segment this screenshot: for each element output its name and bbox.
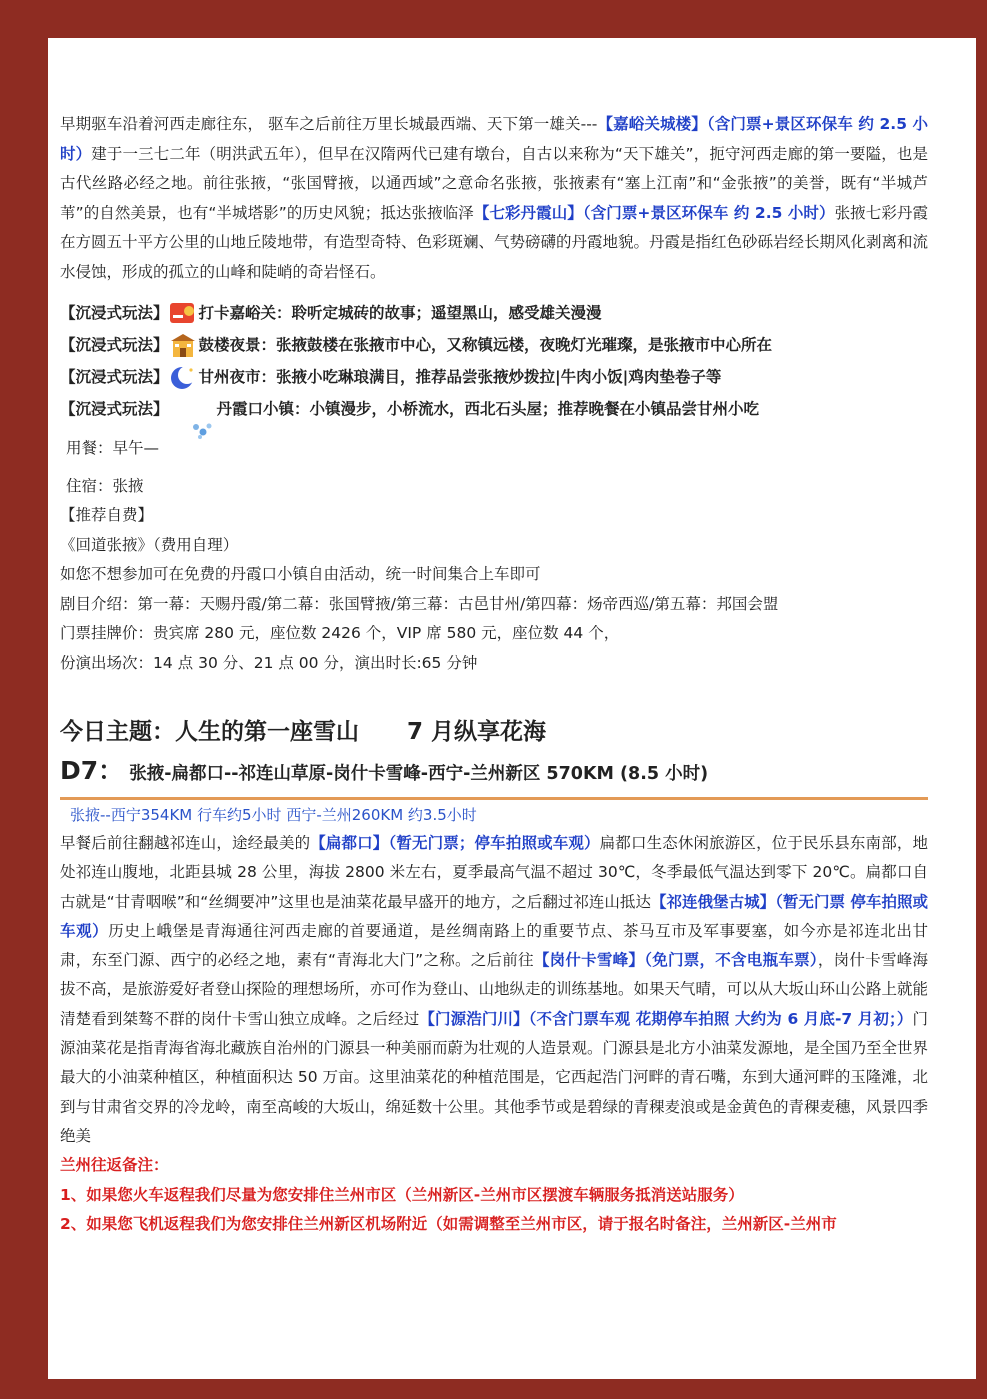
play-text-2: 鼓楼夜景：张掖鼓楼在张掖市中心，又称镇远楼，夜晚灯光璀璨，是张掖市中心所在 bbox=[198, 336, 773, 354]
day-code: D7： bbox=[60, 756, 124, 785]
day-theme: 今日主题：人生的第一座雪山 7 月纵享花海 bbox=[60, 719, 547, 745]
notes-title: 兰州往返备注： bbox=[60, 1156, 169, 1175]
play-row-2 bbox=[60, 329, 928, 361]
menyuan-highlight: 【门源浩门川】（不含门票车观 花期停车拍照 大约为 6 月底-7 月初；） bbox=[419, 1009, 913, 1028]
play-label: 【沉浸式玩法】 bbox=[60, 368, 169, 386]
day-title bbox=[60, 752, 928, 793]
intro-paragraph bbox=[60, 110, 928, 287]
divider bbox=[60, 797, 928, 800]
play-label: 【沉浸式玩法】 bbox=[60, 400, 169, 418]
danxia-highlight: 【七彩丹霞山】（含门票+景区环保车 约 2.5 小时） bbox=[473, 203, 835, 222]
self-pay-free: 如您不想参加可在免费的丹霞口小镇自由活动，统一时间集合上车即可 bbox=[60, 565, 541, 583]
body-text-5: 门源油菜花是指青海省海北藏族自治州的门源县一种美丽而蔚为壮观的人造景观。门源县是北方小油菜发源地，是全国乃至全世界最大的小油菜种植区，种植面积达 50 万亩。这里油菜花的种植范围是，它西起浩门河畔的青石嘴，东到大通河畔的玉隆滩，北到与甘肃省交界的冷龙岭，南至高峻的大坂山，绵延数十公里。其他季节或是碧绿的青稞麦浪或是金黄色的青稞麦穗，风景四季绝美 bbox=[60, 1009, 929, 1145]
play-text-1: 打卡嘉峪关：聆听定城砖的故事；遥望黑山，感受雄关漫漫 bbox=[198, 304, 602, 322]
gangshika-highlight: 【岗什卡雪峰】（免门票，不含电瓶车票） bbox=[533, 951, 818, 970]
self-pay-title: 【推荐自费】 bbox=[60, 506, 154, 524]
ebao-highlight: 【祁连俄堡古城】（暂无门票 停车拍照或车观） bbox=[60, 892, 928, 940]
jiayuguan-highlight: 【嘉峪关城楼】（含门票+景区环保车 约 2.5 小时） bbox=[60, 115, 928, 163]
note-2: 2、如果您飞机返程我们为您安排住兰州新区机场附近（如需调整至兰州市区，请于报名时备注，兰州新区-兰州市 bbox=[60, 1215, 837, 1234]
self-pay-price: 门票挂牌价：贵宾席 280 元，座位数 2426 个，VIP 席 580 元，座位数 44 个， bbox=[60, 624, 620, 642]
intro-text-3: 张掖七彩丹霞在方圆五十平方公里的山地丘陵地带，有造型奇特、色彩斑斓、气势磅礴的丹霞地貌。丹霞是指红色砂砾岩经长期风化剥离和流水侵蚀，形成的孤立的山峰和陡峭的奇岩怪石。 bbox=[60, 203, 929, 281]
meal-info: 用餐：早午— bbox=[66, 439, 160, 457]
biandukou-highlight: 【扁都口】（暂无门票；停车拍照或车观） bbox=[310, 834, 600, 852]
content bbox=[60, 110, 928, 1240]
sparkle-icon bbox=[188, 417, 216, 443]
body-text-1: 早餐后前往翻越祁连山，途经最美的 bbox=[60, 834, 311, 852]
self-pay-acts: 剧目介绍：第一幕：天赐丹霞/第二幕：张国臂掖/第三幕：古邑甘州/第四幕：炀帝西巡/第五幕：邦国会盟 bbox=[60, 594, 779, 613]
play-text-4: 丹霞口小镇：小镇漫步，小桥流水，西北石头屋；推荐晚餐在小镇品尝甘州小吃 bbox=[216, 400, 760, 418]
self-pay-show: 《回道张掖》（费用自理） bbox=[60, 535, 239, 554]
lodging-info: 住宿：张掖 bbox=[66, 477, 144, 495]
day-subtitle: 张掖--西宁354KM 行车约5小时 西宁-兰州260KM 约3.5小时 bbox=[70, 806, 477, 824]
play-row-1 bbox=[60, 297, 928, 329]
note-1: 1、如果您火车返程我们尽量为您安排住兰州市区（兰州新区-兰州市区摆渡车辆服务抵消送站服务） bbox=[60, 1185, 744, 1204]
day-route: 张掖-扁都口--祁连山草原-岗什卡雪峰-西宁-兰州新区 570KM (8.5 小时) bbox=[123, 764, 709, 784]
drum-tower-icon bbox=[169, 333, 197, 359]
ticket-icon bbox=[169, 301, 197, 327]
body-text-4: ，岗什卡雪峰海拔不高，是旅游爱好者登山探险的理想场所，亦可作为登山、山地纵走的训练基地。如果天气晴，可以从大坂山环山公路上就能清楚看到桀骜不群的岗什卡雪山独立成峰。之后经过 bbox=[60, 951, 929, 1028]
moon-icon bbox=[169, 365, 197, 391]
intro-text-2: 建于一三七二年（明洪武五年），但早在汉隋两代已建有墩台，自古以来称为“天下雄关”，扼守河西走廊的第一要隘，也是古代丝路必经之地。前往张掖，“张国臂掖，以通西域”之意命名张掖，张掖素有“塞上江南”和“金张掖”的美誉，既有“半城芦苇”的自然美景，也有“半城塔影”的历史风貌；抵达张掖临泽 bbox=[60, 144, 928, 222]
self-pay-times: 份演出场次：14 点 30 分、21 点 00 分，演出时长:65 分钟 bbox=[60, 653, 478, 672]
day-paragraph bbox=[60, 829, 928, 1151]
document-page bbox=[48, 38, 976, 1379]
play-row-3 bbox=[60, 361, 928, 393]
body-text-3: 历史上峨堡是青海通往河西走廊的首要通道，是丝绸南路上的重要节点、茶马互市及军事要塞，如今亦是祁连北出甘肃，东至门源、西宁的必经之地，素有“青海北大门”之称。之后前往 bbox=[60, 921, 928, 970]
play-label: 【沉浸式玩法】 bbox=[60, 336, 169, 354]
play-text-3: 甘州夜市：张掖小吃琳琅满目，推荐品尝张掖炒拨拉|牛肉小饭|鸡肉垫卷子等 bbox=[198, 368, 722, 386]
intro-text-1: 早期驱车沿着河西走廊往东， 驱车之后前往万里长城最西端、天下第一雄关--- bbox=[60, 115, 598, 133]
body-text-2: 扁都口生态休闲旅游区，位于民乐县东南部，地处祁连山腹地，北距县城 28 公里，海拔 2800 米左右，夏季最高气温不超过 30℃，冬季最低气温达到零下 20℃。扁都口自古就是“甘青咽喉”和“丝绸要冲”这里也是油菜花最早盛开的地方，之后翻过祁连山抵达 bbox=[60, 834, 928, 911]
play-label: 【沉浸式玩法】 bbox=[60, 304, 169, 322]
